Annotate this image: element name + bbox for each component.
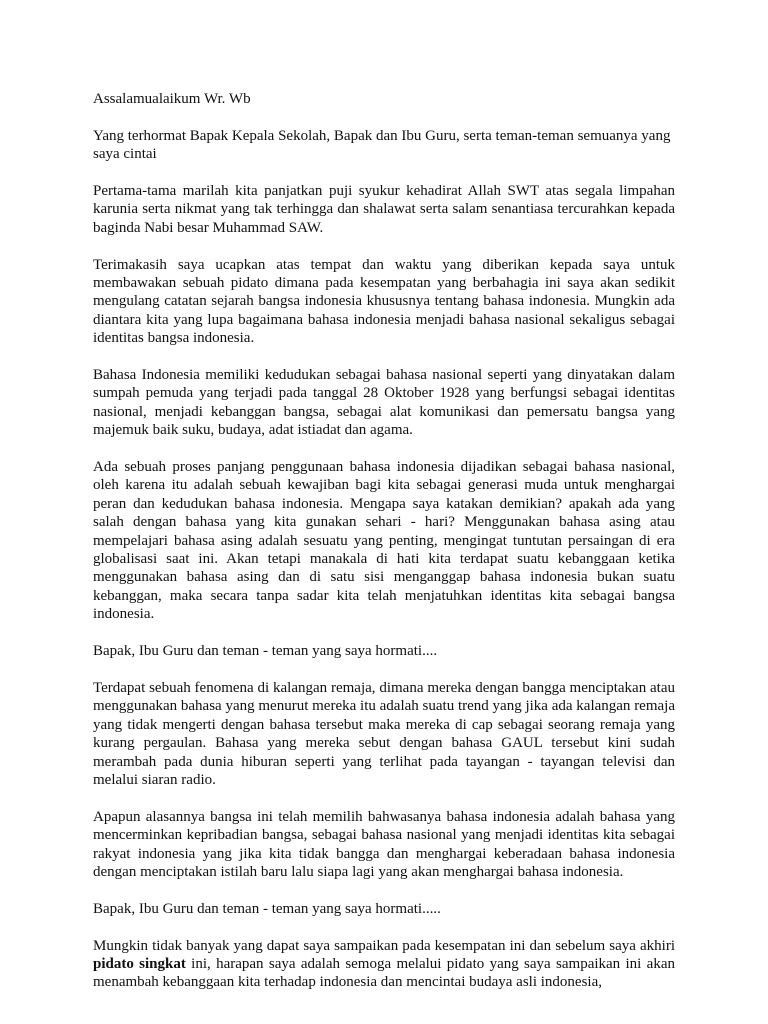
closing-bold-phrase: pidato singkat xyxy=(93,955,186,972)
position-paragraph: Bahasa Indonesia memiliki kedudukan sebagai bahasa nasional seperti yang dinyatakan dalam sumpah pemuda yang terjadi pada tanggal 28 Oktober 1928 yang berfungsi sebagai identitas nasional, menjadi kebanggan bangsa, sebagai alat komunikasi dan pemersatu bangsa yang majemuk baik suku, budaya, adat istiadat dan agama. xyxy=(93,367,675,439)
reflection-paragraph: Apapun alasannya bangsa ini telah memilih bahwasanya bahasa indonesia adalah bahasa yang mencerminkan kepribadian bangsa, sebagai bahasa nasional yang menjadi identitas kita sebagai rakyat indonesia yang jika kita tidak bangga dan menghargai keberadaan bahasa indonesia dengan menciptakan istilah baru lalu siapa lagi yang akan menghargai bahasa indonesia. xyxy=(93,808,675,880)
process-paragraph: Ada sebuah proses panjang penggunaan bahasa indonesia dijadikan sebagai bahasa nasional, oleh karena itu adalah sebuah kewajiban bagi kita sebagai generasi muda untuk menghargai peran dan kedudukan bahasa indonesia. Mengapa saya katakan demikian? apakah ada yang salah dengan bahasa yang kita gunakan sehari - hari? Menggunakan bahasa asing atau mempelajari bahasa asing adalah sesuatu yang penting, mengingat tuntutan persaingan di era globalisasi saat ini. Akan tetapi manakala di hati kita terdapat suatu kebanggaan ketika menggunakan bahasa asing dan di satu sisi menganggap bahasa indonesia bukan suatu kebanggan, maka secara tanpa sadar kita telah menjatuhkan identitas kita sebagai bangsa indonesia. xyxy=(93,459,675,623)
thanks-paragraph: Terimakasih saya ucapkan atas tempat dan waktu yang diberikan kepada saya untuk membawakan sebuah pidato dimana pada kesempatan yang berbahagia ini saya akan sedikit mengulang catatan sejarah bangsa indonesia khususnya tentang bahasa indonesia. Mungkin ada diantara kita yang lupa bagaimana bahasa indonesia menjadi bahasa nasional sekaligus sebagai identitas bangsa indonesia. xyxy=(93,256,675,347)
greeting-paragraph: Assalamualaikum Wr. Wb xyxy=(93,91,251,107)
closing-paragraph xyxy=(93,937,675,992)
closing-text-start: Mungkin tidak banyak yang dapat saya sampaikan pada kesempatan ini dan sebelum saya akhiri xyxy=(93,937,675,954)
opening-paragraph: Pertama-tama marilah kita panjatkan puji syukur kehadirat Allah SWT atas segala limpahan karunia serta nikmat yang tak terhingga dan shalawat serta salam senantiasa tercurahkan kepada baginda Nabi besar Muhammad SAW. xyxy=(93,183,675,236)
closing-text-end: ini, harapan saya adalah semoga melalui pidato yang saya sampaikan ini akan menambah kebanggaan kita terhadap indonesia dan mencintai budaya asli indonesia, xyxy=(93,955,675,991)
salutation-paragraph: Yang terhormat Bapak Kepala Sekolah, Bapak dan Ibu Guru, serta teman-teman semuanya yang saya cintai xyxy=(93,127,671,163)
phenomenon-paragraph: Terdapat sebuah fenomena di kalangan remaja, dimana mereka dengan bangga menciptakan atau menggunakan bahasa yang menurut mereka itu adalah suatu trend yang jika ada kalangan remaja yang tidak mengerti dengan bahasa tersebut maka mereka di cap sebagai seorang remaja yang kurang pergaulan. Bahasa yang mereka sebut dengan bahasa GAUL tersebut kini sudah merambah pada dunia hiburan seperti yang terlihat pada tayangan - tayangan televisi dan melalui siaran radio. xyxy=(93,679,675,788)
address-paragraph-1: Bapak, Ibu Guru dan teman - teman yang saya hormati.... xyxy=(93,643,438,660)
address-paragraph-2: Bapak, Ibu Guru dan teman - teman yang saya hormati..... xyxy=(93,900,441,917)
